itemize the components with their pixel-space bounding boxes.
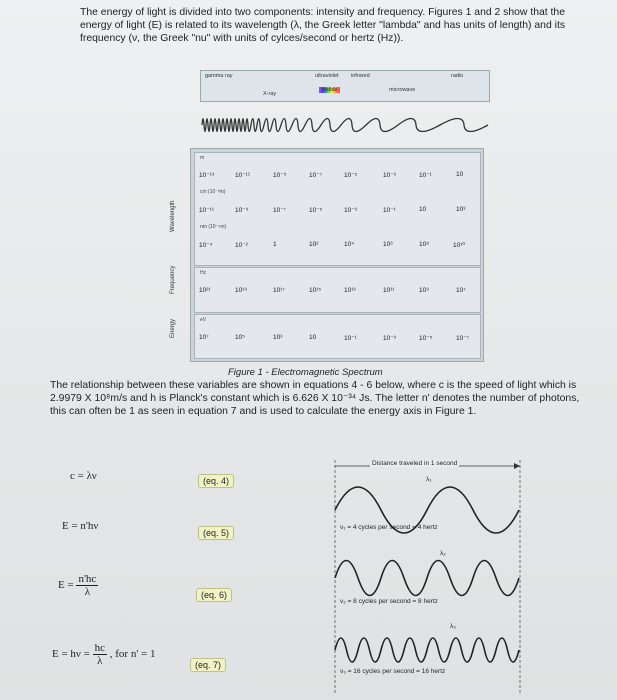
cm-value: 10⁻⁵ (309, 207, 323, 214)
m-value: 10⁻⁹ (273, 172, 287, 179)
intro-paragraph: The energy of light is divided into two components: intensity and frequency. Figures 1 and 2 show that the energy of light (E) is related to its wavelength (λ, the Greek letter "lambda" and has units of length) and its frequency (ν, the Greek "nu" with units of cylces/second or hertz (Hz)). (80, 7, 566, 44)
ev-value: 10⁻⁵ (419, 335, 433, 342)
hz-value: 10¹⁵ (309, 287, 322, 294)
wave-frequency-diagram (330, 458, 545, 694)
nm-value: 10⁻⁴ (199, 242, 213, 249)
band-x-ray: X-ray (263, 91, 277, 97)
side-label-frequency: Frequency (170, 265, 176, 294)
cm-value: 10⁻⁷ (273, 207, 287, 214)
nm-value: 10² (309, 241, 319, 248)
hz-value: 10¹³ (344, 287, 356, 294)
equation-4-tag: (eq. 4) (198, 474, 234, 488)
band-ultraviolet: ultraviolet (315, 73, 339, 79)
equation-7-tag: (eq. 7) (190, 658, 226, 672)
nm-value: 10⁴ (344, 241, 355, 248)
wave2-caption: ν₂ = 8 cycles per second = 8 hertz (340, 598, 438, 605)
nm-value: 1 (273, 241, 277, 248)
equation-4: c = λν (70, 470, 97, 482)
relationship-paragraph: The relationship between these variables are shown in equations 4 - 6 below, where c is the speed of light which is 2.9979 X 10⁸m/s and h is Planck's constant which is 6.626 X 10⁻³⁴ Js. The letter n' denotes the number of photons, this can often be 1 as seen in equation 7 and is used to calculate the energy axis in Figure 1. (50, 380, 580, 417)
ev-value: 10³ (273, 334, 283, 341)
wave-diagram-graphic (330, 458, 545, 694)
side-label-wavelength: Wavelength (170, 200, 176, 232)
m-value: 10⁻¹ (419, 172, 432, 179)
lambda3-label: λ₃ (450, 623, 456, 630)
equation-7-fraction (93, 642, 107, 667)
cm-value: 10⁻¹ (383, 207, 396, 214)
nm-value: 10⁶ (383, 241, 393, 248)
equation-7-lhs: E = hν = (52, 648, 90, 661)
equation-6-tag: (eq. 6) (196, 588, 232, 602)
lambda2-label: λ₂ (440, 550, 446, 557)
m-value: 10 (456, 171, 464, 178)
equation-7-numerator: hc (94, 642, 105, 654)
nm-value: 10⁻² (235, 242, 248, 249)
hz-value: 10¹¹ (383, 287, 395, 294)
ev-value: 10⁷ (199, 334, 209, 341)
wave1-caption: ν₁ = 4 cycles per second = 4 hertz (340, 524, 438, 531)
unit-cm: cm (10⁻²m) (200, 189, 226, 195)
lambda1-label: λ₁ (426, 476, 432, 483)
m-value: 10⁻¹¹ (235, 172, 250, 179)
spectrum-table (190, 148, 484, 362)
ev-value: 10 (309, 334, 317, 341)
equation-6-lhs: E = (58, 579, 74, 592)
spectrum-band-bar (200, 70, 490, 102)
m-value: 10⁻³ (383, 172, 396, 179)
wave3-caption: ν₃ = 16 cycles per second = 16 hertz (340, 668, 446, 675)
equation-5: E = n'hν (62, 520, 99, 532)
band-infrared: infrared (351, 73, 370, 79)
hz-value: 10⁷ (456, 287, 466, 294)
unit-hz: Hz (200, 270, 207, 276)
nm-value: 10¹⁰ (453, 242, 466, 249)
hz-value: 10¹⁹ (235, 287, 248, 294)
distance-title: Distance traveled in 1 second (372, 460, 458, 467)
equation-6 (58, 573, 98, 598)
unit-nm: nm (10⁻⁹m) (200, 224, 227, 230)
band-microwave: microwave (389, 87, 416, 93)
spectrum-wave-graphic (200, 110, 490, 140)
cm-value: 10⁻³ (344, 207, 357, 214)
figure-caption: Figure 1 - Electromagnetic Spectrum (228, 367, 383, 378)
band-radio: radio (451, 73, 464, 79)
band-visible: visible (319, 87, 340, 93)
equation-7-rhs: , for n' = 1 (109, 648, 156, 661)
nm-value: 10⁸ (419, 241, 429, 248)
equation-7-denominator: λ (97, 655, 103, 667)
equation-6-denominator: λ (84, 586, 91, 598)
band-gamma-ray: gamma ray (205, 73, 233, 79)
side-label-energy: Energy (170, 318, 176, 338)
equation-6-numerator: n'hc (78, 573, 97, 585)
ev-value: 10⁻¹ (344, 335, 357, 342)
ev-value: 10⁵ (235, 334, 245, 341)
equation-7 (52, 642, 156, 667)
hz-value: 10²¹ (199, 287, 211, 294)
cm-value: 10 (419, 206, 427, 213)
hz-value: 10¹⁷ (273, 287, 285, 294)
hz-value: 10⁹ (419, 287, 430, 294)
ev-value: 10⁻⁷ (456, 335, 470, 342)
cm-value: 10⁻¹¹ (199, 207, 214, 214)
m-value: 10⁻¹³ (199, 172, 214, 179)
cm-value: 10³ (456, 206, 466, 213)
m-value: 10⁻⁷ (309, 172, 323, 179)
unit-m: m (200, 155, 205, 161)
m-value: 10⁻⁵ (344, 172, 358, 179)
cm-value: 10⁻⁹ (235, 207, 249, 214)
equation-5-tag: (eq. 5) (198, 526, 234, 540)
ev-value: 10⁻³ (383, 335, 396, 342)
unit-ev: eV (200, 317, 207, 323)
equation-6-fraction (76, 573, 98, 598)
